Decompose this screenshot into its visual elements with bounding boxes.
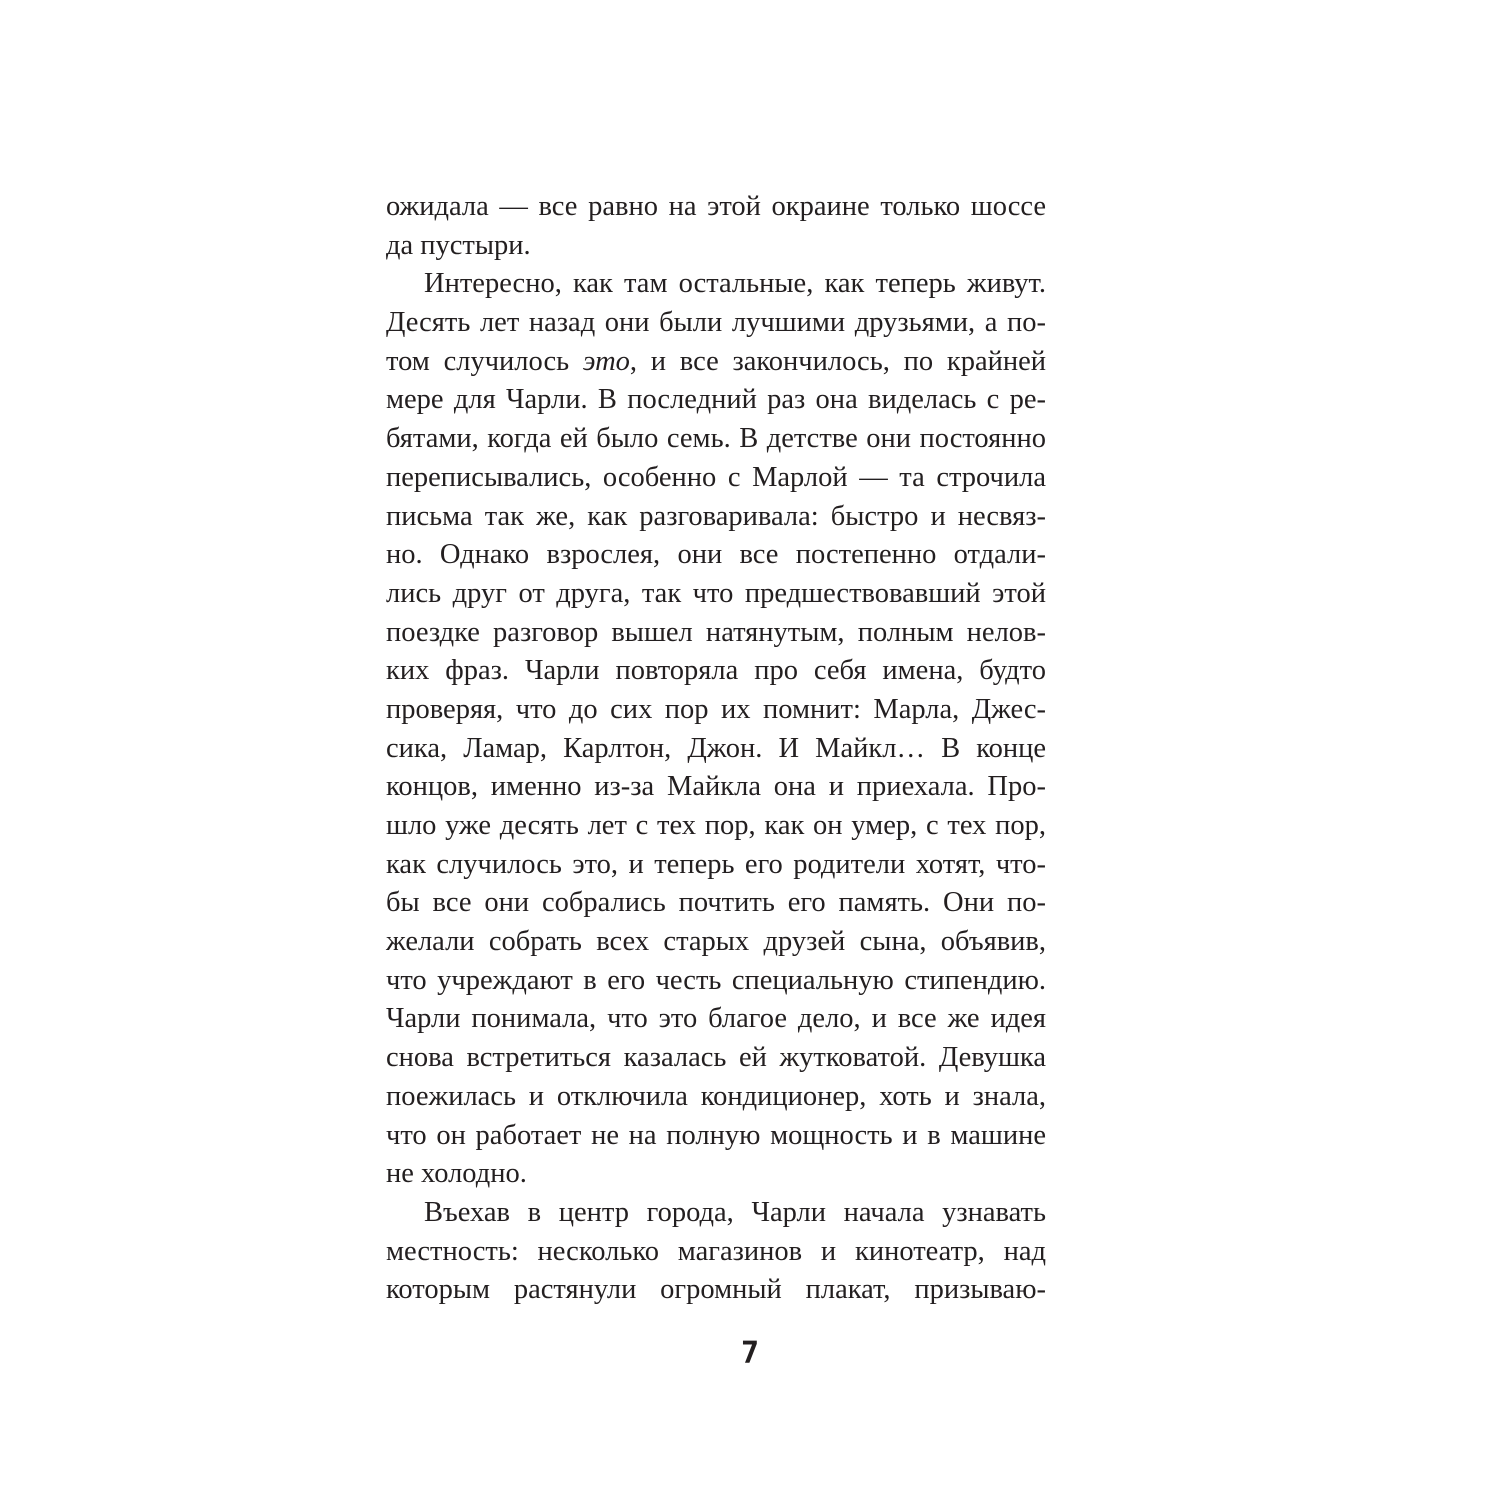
- text-line: поежилась и отключила кондиционер, хоть и знала,: [386, 1080, 1046, 1112]
- text-line: не холодно.: [386, 1158, 527, 1190]
- text-line: местность: несколько магазинов и кинотеатр, над: [386, 1235, 1046, 1267]
- emphasized-word: это: [582, 345, 630, 377]
- text-line: переписывались, особенно с Марлой — та строчила: [386, 461, 1046, 493]
- text-line: Десять лет назад они были лучшими друзьями, а по-: [386, 307, 1046, 339]
- text-line: бы все они собрались почтить его память. Они по-: [386, 887, 1046, 919]
- text-line: поездке разговор вышел натянутым, полным нелов-: [386, 616, 1046, 648]
- text-line: но. Однако взрослея, они все постепенно отдали-: [386, 539, 1046, 571]
- text-line: как случилось это, и теперь его родители хотят, что-: [386, 848, 1046, 880]
- paragraph-start-line: Интересно, как там остальные, как теперь живут.: [424, 268, 1046, 300]
- text-line: том случилось это, и все закончилось, по крайней: [386, 345, 1046, 377]
- text-line: которым растянули огромный плакат, призываю-: [386, 1274, 1046, 1306]
- text-line: что он работает не на полную мощность и в машине: [386, 1119, 1046, 1151]
- text-line: что учреждают в его честь специальную стипендию.: [386, 964, 1046, 996]
- body-text: [386, 188, 1046, 1310]
- text-line: снова встретиться казалась ей жутковатой. Девушка: [386, 1042, 1046, 1074]
- paragraph-start-line: Въехав в центр города, Чарли начала узнавать: [424, 1196, 1046, 1228]
- text-line: да пустыри.: [386, 229, 531, 261]
- page-number: 7: [740, 1336, 760, 1371]
- text-line: ких фраз. Чарли повторяла про себя имена, будто: [386, 655, 1046, 687]
- text-line: Чарли понимала, что это благое дело, и все же идея: [386, 1003, 1046, 1035]
- text-line: шло уже десять лет с тех пор, как он умер, с тех пор,: [386, 810, 1046, 841]
- text-line: сика, Ламар, Карлтон, Джон. И Майкл… В конце: [386, 732, 1046, 764]
- text-line: лись друг от друга, так что предшествовавший этой: [386, 577, 1046, 609]
- text-line: проверяя, что до сих пор их помнит: Марла, Джес-: [386, 693, 1046, 725]
- text-line: письма так же, как разговаривала: быстро и несвяз-: [386, 500, 1046, 532]
- text-line: концов, именно из-за Майкла она и приехала. Про-: [386, 771, 1046, 803]
- text-line: ожидала — все равно на этой окраине только шоссе: [386, 191, 1046, 222]
- text-line: желали собрать всех старых друзей сына, объявив,: [386, 926, 1046, 958]
- text-line: мере для Чарли. В последний раз она виделась с ре-: [386, 384, 1046, 416]
- text-line: бятами, когда ей было семь. В детстве они постоянно: [386, 423, 1046, 455]
